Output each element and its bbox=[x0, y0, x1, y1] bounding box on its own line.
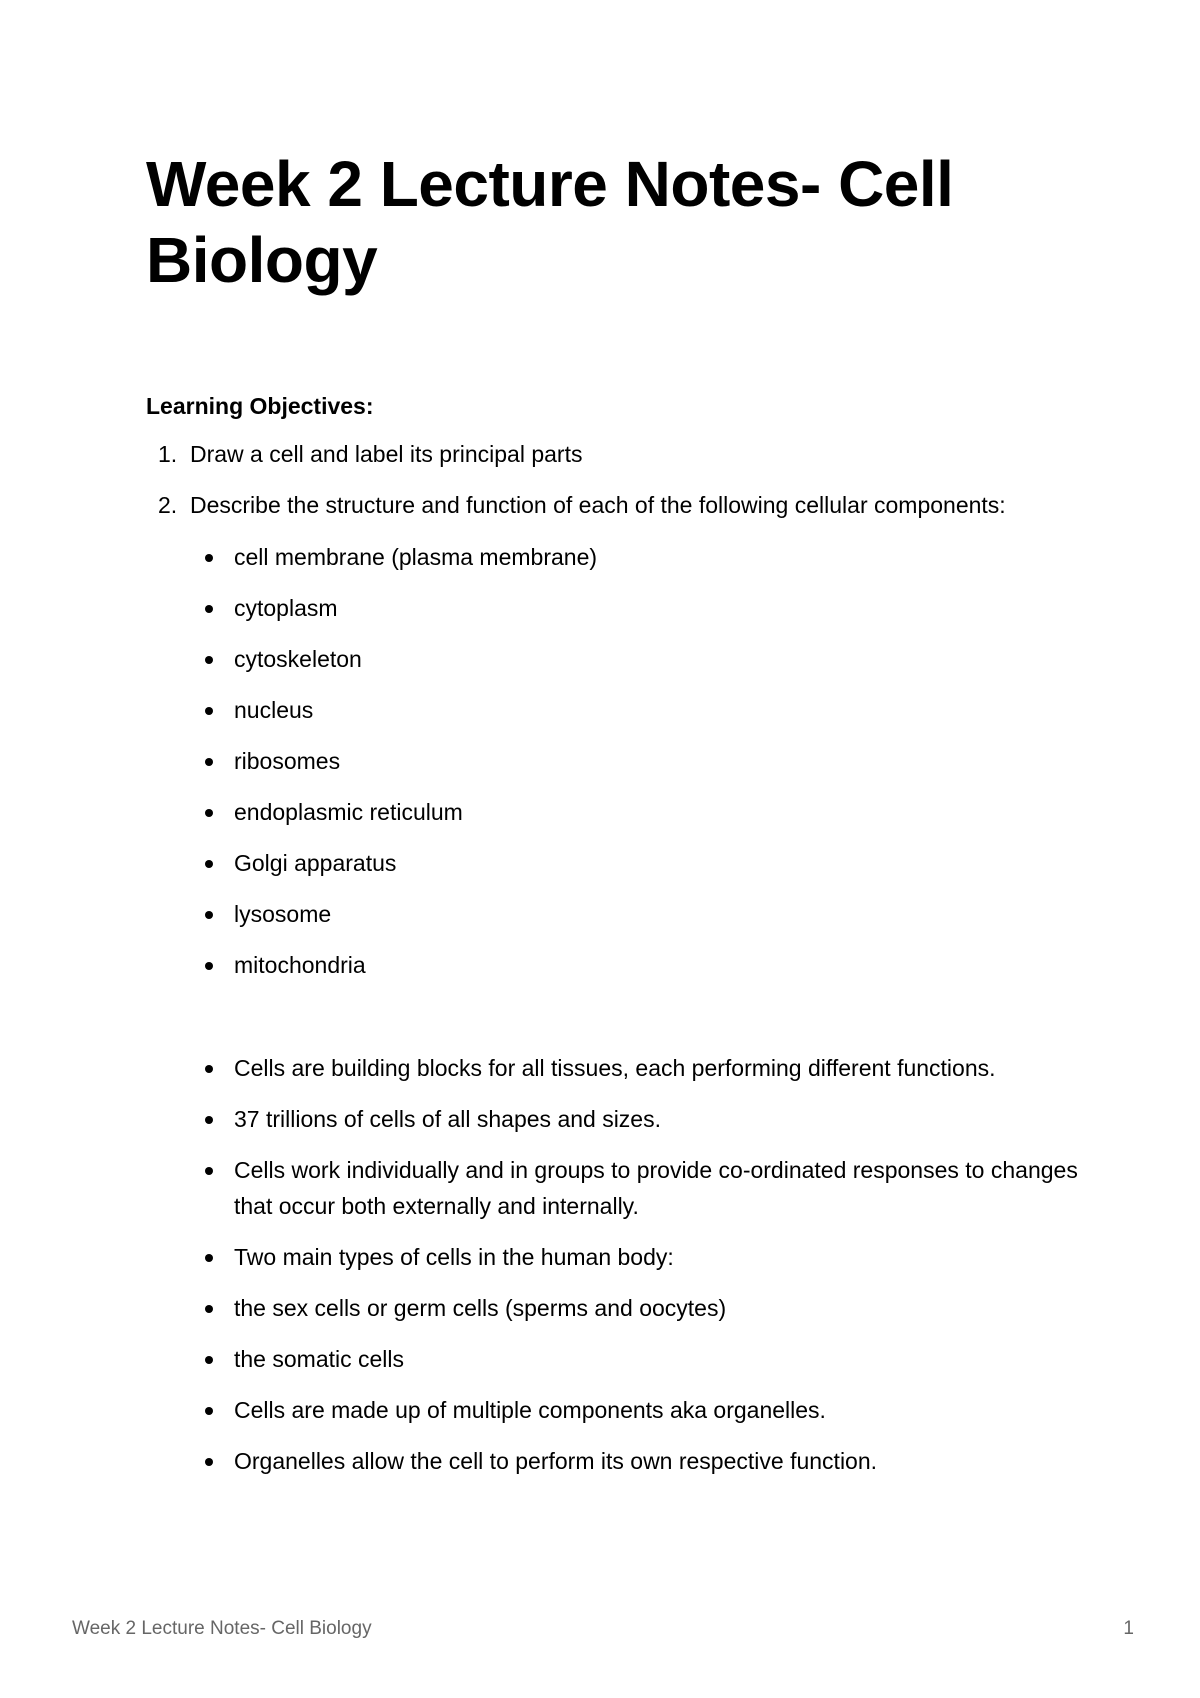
bullet-icon bbox=[146, 743, 234, 779]
list-item-text: 37 trillions of cells of all shapes and sizes. bbox=[234, 1106, 661, 1132]
list-item bbox=[146, 947, 1106, 983]
list-item-text: ribosomes bbox=[234, 748, 341, 774]
list-item bbox=[146, 845, 1106, 881]
list-item bbox=[146, 1239, 1106, 1275]
components-list bbox=[146, 539, 1106, 998]
list-item bbox=[146, 1152, 1106, 1224]
objectives-list bbox=[146, 438, 1106, 540]
list-item-text: Organelles allow the cell to perform its own respective function. bbox=[234, 1448, 878, 1474]
list-item-text: the somatic cells bbox=[234, 1346, 405, 1372]
list-item bbox=[146, 1392, 1106, 1428]
notes-list bbox=[146, 1050, 1106, 1494]
list-item bbox=[146, 896, 1106, 932]
list-item-text: cell membrane (plasma membrane) bbox=[234, 544, 598, 570]
objective-item bbox=[146, 438, 1106, 489]
list-item bbox=[146, 1290, 1106, 1326]
objective-text: Describe the structure and function of each of the following cellular components: bbox=[190, 492, 1006, 518]
bullet-icon bbox=[146, 1239, 234, 1275]
list-item-text: lysosome bbox=[234, 901, 332, 927]
list-item bbox=[146, 539, 1106, 575]
bullet-icon bbox=[146, 896, 234, 932]
bullet-icon bbox=[146, 1392, 234, 1428]
page-title: Week 2 Lecture Notes- Cell Biology bbox=[146, 148, 954, 296]
objective-number: 2. bbox=[158, 492, 178, 518]
list-item bbox=[146, 641, 1106, 677]
list-item bbox=[146, 743, 1106, 779]
list-item bbox=[146, 692, 1106, 728]
list-item bbox=[146, 1341, 1106, 1377]
list-item-text: cytoskeleton bbox=[234, 646, 362, 672]
bullet-icon bbox=[146, 1290, 234, 1326]
list-item-text: Cells are made up of multiple components aka organelles. bbox=[234, 1397, 826, 1423]
bullet-icon bbox=[146, 845, 234, 881]
list-item-text: endoplasmic reticulum bbox=[234, 799, 463, 825]
list-item-text: mitochondria bbox=[234, 952, 366, 978]
list-item-text: Cells are building blocks for all tissues, each performing different functions. bbox=[234, 1055, 996, 1081]
objective-number: 1. bbox=[158, 441, 178, 467]
footer-page-number: 1 bbox=[1123, 1618, 1134, 1639]
bullet-icon bbox=[146, 1101, 234, 1137]
bullet-icon bbox=[146, 1443, 234, 1479]
bullet-icon bbox=[146, 794, 234, 830]
learning-objectives-heading: Learning Objectives: bbox=[146, 393, 374, 419]
bullet-icon bbox=[146, 947, 234, 983]
list-item-text: cytoplasm bbox=[234, 595, 338, 621]
footer-title: Week 2 Lecture Notes- Cell Biology bbox=[72, 1618, 372, 1639]
list-item bbox=[146, 1443, 1106, 1479]
bullet-icon bbox=[146, 692, 234, 728]
list-item bbox=[146, 794, 1106, 830]
bullet-icon bbox=[146, 1341, 234, 1377]
bullet-icon bbox=[146, 1152, 234, 1188]
list-item-text: the sex cells or germ cells (sperms and oocytes) bbox=[234, 1295, 727, 1321]
list-item-text: Two main types of cells in the human body: bbox=[234, 1244, 674, 1270]
bullet-icon bbox=[146, 1050, 234, 1086]
list-item-text: nucleus bbox=[234, 697, 314, 723]
list-item bbox=[146, 590, 1106, 626]
objective-item bbox=[146, 489, 1106, 540]
list-item bbox=[146, 1101, 1106, 1137]
bullet-icon bbox=[146, 641, 234, 677]
bullet-icon bbox=[146, 539, 234, 575]
bullet-icon bbox=[146, 590, 234, 626]
list-item-text: Golgi apparatus bbox=[234, 850, 397, 876]
objective-text: Draw a cell and label its principal parts bbox=[190, 441, 583, 467]
list-item-text: Cells work individually and in groups to provide co-ordinated responses to changes that occur both externally and internally. bbox=[234, 1157, 1078, 1219]
list-item bbox=[146, 1050, 1106, 1086]
